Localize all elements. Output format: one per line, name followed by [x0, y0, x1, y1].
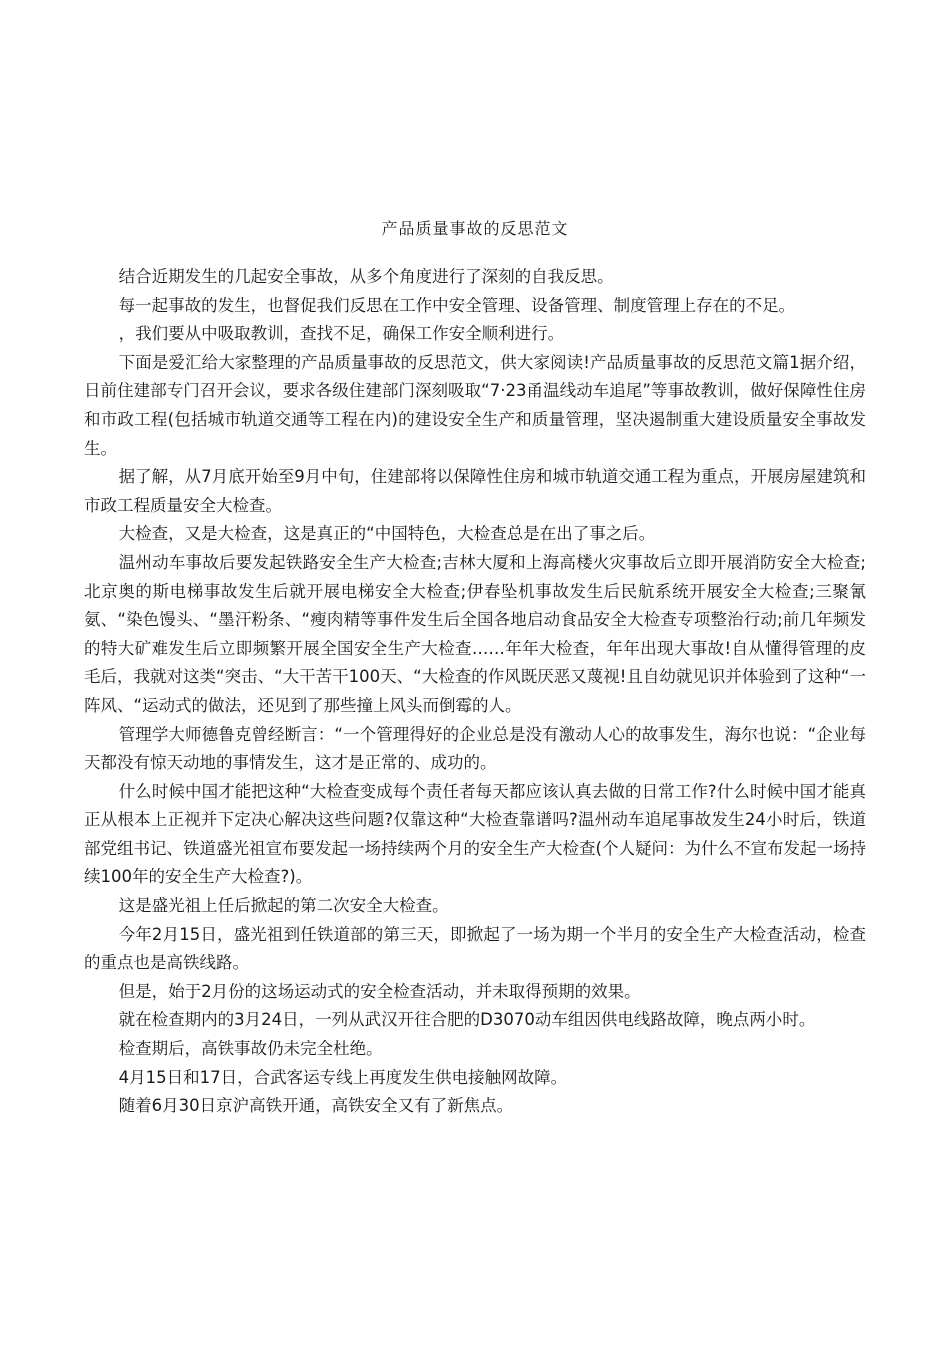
paragraph: ，我们要从中吸取教训，查找不足，确保工作安全顺利进行。: [118, 324, 565, 344]
paragraph: 4月15日和17日，合武客运专线上再度发生供电接触网故障。: [118, 1067, 568, 1087]
paragraph: 检查期后，高铁事故仍未完全杜绝。: [118, 1039, 383, 1059]
paragraph: 温州动车事故后要发起铁路安全生产大检查;吉林大厦和上海高楼火灾事故后立即开展消防安全大检查;北京奥的斯电梯事故发生后就开展电梯安全大检查;伊春坠机事故发生后民航系统开展安全大检查;三聚氰氨、“染色馒头、“墨汗粉条、“瘦肉精等事件发生后全国各地启动食品安全大检查专项整治行动;前几年频发的特大矿难发生后立即频繁开展全国安全生产大检查……年年大检查，年年出现大事故!自从懂得管理的皮毛后，我就对这类“突击、“大干苦干100天、“大检查的作风既厌恶又蔑视!且自幼就见识并体验到了这种“一阵风、“运动式的做法，还见到了那些撞上风头而倒霉的人。: [84, 552, 866, 715]
paragraph: 结合近期发生的几起安全事故，从多个角度进行了深刻的自我反思。: [118, 267, 614, 286]
paragraph: 大检查，又是大检查，这是真正的“中国特色，大检查总是在出了事之后。: [118, 524, 656, 544]
paragraph: 但是，始于2月份的这场运动式的安全检查活动，并未取得预期的效果。: [118, 981, 641, 1001]
paragraph: 什么时候中国才能把这种“大检查变成每个责任者每天都应该认真去做的日常工作?什么时候中国才能真正从根本上正视并下定决心解决这些问题?仅靠这种“大检查靠谱吗?温州动车追尾事故发生24小时后，铁道部党组书记、铁道盛光祖宣布要发起一场持续两个月的安全生产大检查(个人疑问：为什么不宣布发起一场持续100年的安全生产大检查?)。: [84, 781, 866, 887]
paragraph: 据了解，从7月底开始至9月中旬，住建部将以保障性住房和城市轨道交通工程为重点，开展房屋建筑和市政工程质量安全大检查。: [84, 467, 866, 515]
paragraph: 今年2月15日，盛光祖到任铁道部的第三天，即掀起了一场为期一个半月的安全生产大检查活动，检查的重点也是高铁线路。: [84, 924, 866, 973]
document-body: [84, 263, 866, 1121]
paragraph: 管理学大师德鲁克曾经断言：“一个管理得好的企业总是没有激动人心的故事发生，海尔也说：“企业每天都没有惊天动地的事情发生，这才是正常的、成功的。: [84, 724, 866, 773]
paragraph: 就在检查期内的3月24日，一列从武汉开往合肥的D3070动车组因供电线路故障，晚点两小时。: [118, 1010, 816, 1030]
paragraph: 随着6月30日京沪高铁开通，高铁安全又有了新焦点。: [118, 1096, 514, 1116]
paragraph: 这是盛光祖上任后掀起的第二次安全大检查。: [118, 896, 449, 916]
paragraph: 每一起事故的发生，也督促我们反思在工作中安全管理、设备管理、制度管理上存在的不足。: [118, 295, 796, 315]
document-title: 产品质量事故的反思范文: [381, 219, 569, 238]
paragraph: 下面是爱汇给大家整理的产品质量事故的反思范文，供大家阅读!产品质量事故的反思范文篇1据介绍，日前住建部专门召开会议，要求各级住建部门深刻吸取“7·23甬温线动车追尾”等事故教训，做好保障性住房和市政工程(包括城市轨道交通等工程在内)的建设安全生产和质量管理，坚决遏制重大建设质量安全事故发生。: [84, 352, 866, 458]
